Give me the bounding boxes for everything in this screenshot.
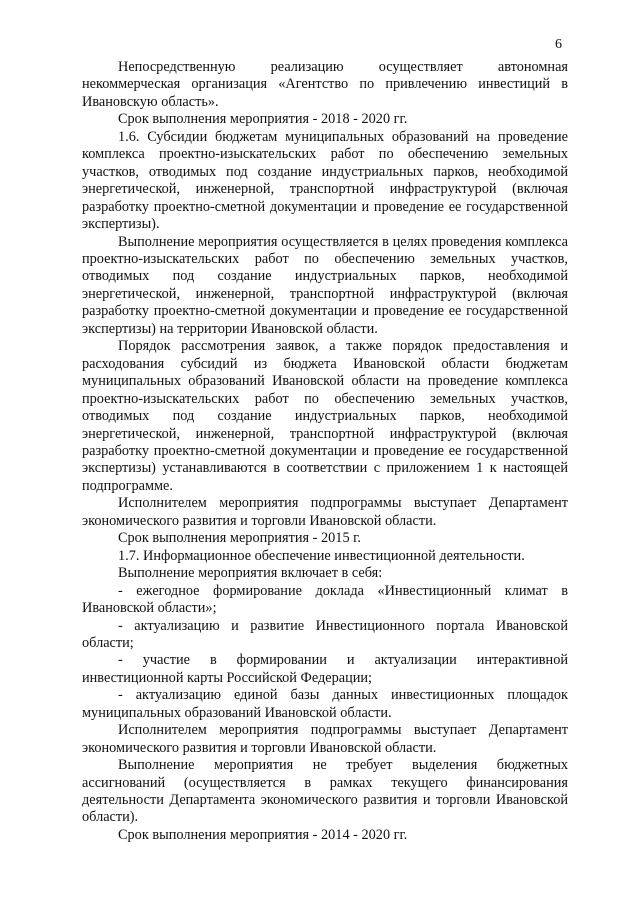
paragraph: Срок выполнения мероприятия - 2018 - 2020 гг. (118, 111, 408, 128)
paragraph: Непосредственную реализацию осуществляет автономная некоммерческая организация «Агентство по привлечению инвестиций в Ивановскую область». (82, 59, 568, 110)
page-number: 6 (555, 37, 562, 52)
paragraph: 1.6. Субсидии бюджетам муниципальных образований на проведение комплекса проектно-изыскательских работ по обеспечению земельных участков, отводимых под создание индустриальных парков, необходимой энергетической, инженерной, транспортной инфраструктурой (включая разработку проектно-сметной документации и проведение ее государственной экспертизы). (82, 128, 568, 233)
list-item: - актуализацию единой базы данных инвестиционных площадок муниципальных образований Ивановской области. (82, 687, 568, 721)
paragraph: Выполнение мероприятия осуществляется в целях проведения комплекса проектно-изыскательских работ по обеспечению земельных участков, отводимых под создание индустриальных парков, необходимой энергетической, инженерной, транспортной инфраструктурой (включая разработку проектно-сметной документации и проведение ее государственной экспертизы) на территории Ивановской области. (82, 233, 568, 337)
paragraph: 1.7. Информационное обеспечение инвестиционной деятельности. (118, 547, 525, 564)
paragraph: Выполнение мероприятия включает в себя: (118, 565, 383, 582)
list-item: - участие в формировании и актуализации интерактивной инвестиционной карты Российской Федерации; (82, 652, 568, 686)
list-item: - ежегодное формирование доклада «Инвестиционный климат в Ивановской области»; (82, 582, 568, 617)
paragraph: Исполнителем мероприятия подпрограммы выступает Департамент экономического развития и торговли Ивановской области. (82, 722, 568, 756)
document-body (82, 59, 568, 844)
paragraph: Исполнителем мероприятия подпрограммы выступает Департамент экономического развития и торговли Ивановской области. (82, 495, 568, 529)
paragraph: Срок выполнения мероприятия - 2015 г. (118, 530, 361, 547)
paragraph: Порядок рассмотрения заявок, а также порядок предоставления и расходования субсидий из бюджета Ивановской области бюджетам муниципальных образований Ивановской области на проведение комплекса проектно-изыскательских работ по обеспечению земельных участков, отводимых под создание индустриальных парков, необходимой энергетической, инженерной, транспортной инфраструктурой (включая разработку проектно-сметной документации и проведение ее государственной экспертизы) устанавливаются в соответствии с приложением 1 к настоящей подпрограмме. (82, 338, 568, 494)
list-item: - актуализацию и развитие Инвестиционного портала Ивановской области; (82, 617, 568, 651)
paragraph: Выполнение мероприятия не требует выделения бюджетных ассигнований (осуществляется в рамках текущего финансирования деятельности Департамента экономического развития и торговли Ивановской области). (82, 757, 568, 826)
paragraph: Срок выполнения мероприятия - 2014 - 2020 гг. (118, 826, 408, 843)
